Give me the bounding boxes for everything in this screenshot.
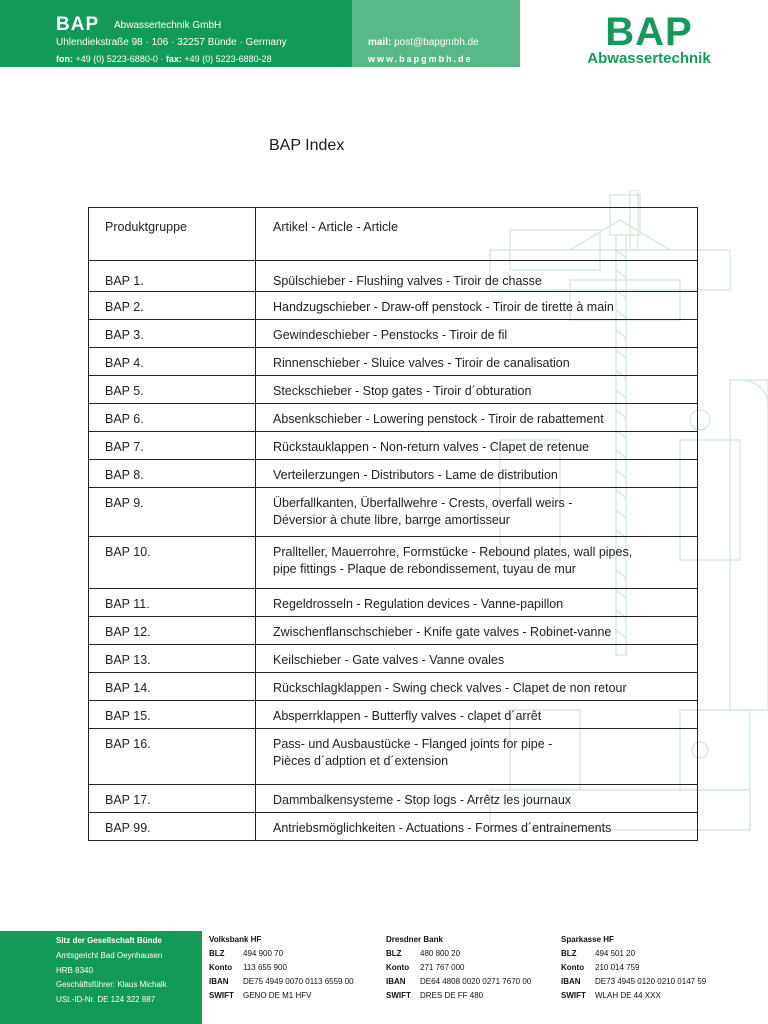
group-cell: BAP 7. bbox=[89, 432, 256, 460]
group-cell: BAP 15. bbox=[89, 701, 256, 729]
article-cell: Absperrklappen - Butterfly valves - clapet d´arrêt bbox=[256, 701, 698, 729]
fax-number: +49 (0) 5223-6880-28 bbox=[184, 54, 272, 64]
table-row bbox=[89, 376, 698, 404]
header-web-block bbox=[352, 0, 520, 67]
bank-iban-row: IBAN DE73 4945 0120 0210 0147 59 bbox=[561, 977, 707, 986]
bank-name: Sparkasse HF bbox=[561, 935, 614, 944]
bank-blz-row: BLZ 494 501 20 bbox=[561, 949, 636, 958]
group-cell: BAP 11. bbox=[89, 589, 256, 617]
bank-blz-row: BLZ 494 900 70 bbox=[209, 949, 284, 958]
bank-volksbank bbox=[209, 935, 354, 1005]
header-phone-line bbox=[56, 54, 272, 64]
footer-court: Amtsgericht Bad Oeynhausen bbox=[56, 951, 163, 960]
bank-konto-row: Konto 210 014 759 bbox=[561, 963, 640, 972]
table-row bbox=[89, 813, 698, 841]
article-cell: Spülschieber - Flushing valves - Tiroir de chasse bbox=[256, 261, 698, 292]
article-cell: Rinnenschieber - Sluice valves - Tiroir de canalisation bbox=[256, 348, 698, 376]
group-cell: BAP 6. bbox=[89, 404, 256, 432]
group-cell: BAP 13. bbox=[89, 645, 256, 673]
group-cell: BAP 1. bbox=[89, 261, 256, 292]
group-cell: BAP 10. bbox=[89, 537, 256, 589]
table-row bbox=[89, 261, 698, 292]
document-title: BAP Index bbox=[269, 137, 345, 154]
bank-blz-row: BLZ 480 800 20 bbox=[386, 949, 461, 958]
table-row bbox=[89, 537, 698, 589]
article-cell: Handzugschieber - Draw-off penstock - Tiroir de tirette à main bbox=[256, 292, 698, 320]
separator: · bbox=[160, 54, 166, 64]
footer-vat-id: USt.-ID-Nr. DE 124 322 887 bbox=[56, 995, 156, 1004]
footer-company-info bbox=[0, 931, 202, 1024]
bank-konto-row: Konto 113 655 900 bbox=[209, 963, 287, 972]
article-cell: Pass- und Ausbaustücke - Flanged joints for pipe - Pièces d´adption et d´extension bbox=[256, 729, 698, 785]
table-row bbox=[89, 432, 698, 460]
table-row bbox=[89, 292, 698, 320]
article-cell: Rückstauklappen - Non-return valves - Clapet de retenue bbox=[256, 432, 698, 460]
header-logo-small: BAP bbox=[56, 14, 100, 35]
article-cell: Gewindeschieber - Penstocks - Tiroir de fil bbox=[256, 320, 698, 348]
table-row bbox=[89, 320, 698, 348]
group-cell: BAP 9. bbox=[89, 488, 256, 537]
product-index-table bbox=[88, 207, 698, 841]
header-website: www.bapgmbh.de bbox=[368, 54, 473, 64]
article-cell: Keilschieber - Gate valves - Vanne ovales bbox=[256, 645, 698, 673]
footer-hrb: HRB 8340 bbox=[56, 966, 93, 975]
mail-label: mail: bbox=[368, 37, 392, 48]
footer-managing-director: Geschäftsführer: Klaus Michalk bbox=[56, 980, 167, 989]
table-row bbox=[89, 617, 698, 645]
table-row bbox=[89, 460, 698, 488]
bank-sparkasse bbox=[561, 935, 706, 1005]
logo-wordmark: BAP bbox=[605, 10, 693, 54]
mail-address: post@bapgmbh.de bbox=[394, 37, 479, 48]
table-row bbox=[89, 488, 698, 537]
group-cell: BAP 4. bbox=[89, 348, 256, 376]
table-row bbox=[89, 673, 698, 701]
header-mail-line bbox=[368, 37, 479, 48]
phone-number: +49 (0) 5223-6880-0 bbox=[75, 54, 158, 64]
table-row bbox=[89, 701, 698, 729]
table-row bbox=[89, 729, 698, 785]
group-cell: BAP 2. bbox=[89, 292, 256, 320]
bank-swift-row: SWIFT WLAH DE 44 XXX bbox=[561, 991, 661, 1000]
group-cell: BAP 3. bbox=[89, 320, 256, 348]
table-row bbox=[89, 589, 698, 617]
article-cell: Verteilerzungen - Distributors - Lame de distribution bbox=[256, 460, 698, 488]
article-cell: Prallteller, Mauerrohre, Formstücke - Rebound plates, wall pipes, pipe fittings - Plaque de rebondissement, tuyau de mur bbox=[256, 537, 698, 589]
table-row bbox=[89, 645, 698, 673]
header-produktgruppe: Produktgruppe bbox=[89, 208, 256, 261]
header-company-name: Abwassertechnik GmbH bbox=[114, 20, 222, 31]
group-cell: BAP 17. bbox=[89, 785, 256, 813]
footer-banks bbox=[202, 931, 768, 1024]
bank-name: Volksbank HF bbox=[209, 935, 262, 944]
bank-name: Dresdner Bank bbox=[386, 935, 443, 944]
bank-swift-row: SWIFT DRES DE FF 480 bbox=[386, 991, 484, 1000]
group-cell: BAP 8. bbox=[89, 460, 256, 488]
group-cell: BAP 99. bbox=[89, 813, 256, 841]
group-cell: BAP 12. bbox=[89, 617, 256, 645]
article-cell: Zwischenflanschschieber - Knife gate valves - Robinet-vanne bbox=[256, 617, 698, 645]
article-cell: Antriebsmöglichkeiten - Actuations - Formes d´entrainements bbox=[256, 813, 698, 841]
header-address: Uhlendiekstraße 98 · 106 · 32257 Bünde · Germany bbox=[56, 37, 287, 48]
bank-swift-row: SWIFT GENO DE M1 HFV bbox=[209, 991, 312, 1000]
bank-konto-row: Konto 271 767 000 bbox=[386, 963, 465, 972]
article-cell: Regeldrosseln - Regulation devices - Vanne-papillon bbox=[256, 589, 698, 617]
bank-dresdner bbox=[386, 935, 531, 1005]
table-header-row bbox=[89, 208, 698, 261]
group-cell: BAP 5. bbox=[89, 376, 256, 404]
table-row bbox=[89, 404, 698, 432]
article-cell: Dammbalkensysteme - Stop logs - Arrêtz les journaux bbox=[256, 785, 698, 813]
header-contact-block bbox=[0, 0, 352, 67]
footer-seat: Sitz der Gesellschaft Bünde bbox=[56, 936, 162, 945]
bap-logo bbox=[578, 10, 720, 68]
header-artikel: Artikel - Article - Article bbox=[256, 208, 698, 261]
bank-iban-row: IBAN DE64 4808 0020 0271 7670 00 bbox=[386, 977, 532, 986]
bank-iban-row: IBAN DE75 4949 0070 0113 6559 00 bbox=[209, 977, 354, 986]
table-row bbox=[89, 348, 698, 376]
group-cell: BAP 14. bbox=[89, 673, 256, 701]
table-row bbox=[89, 785, 698, 813]
article-cell: Absenkschieber - Lowering penstock - Tiroir de rabattement bbox=[256, 404, 698, 432]
article-cell: Überfallkanten, Überfallwehre - Crests, overfall weirs - Déversior à chute libre, barrge amortisseur bbox=[256, 488, 698, 537]
article-cell: Rückschlagklappen - Swing check valves - Clapet de non retour bbox=[256, 673, 698, 701]
article-cell: Steckschieber - Stop gates - Tiroir d´obturation bbox=[256, 376, 698, 404]
fax-label: fax: bbox=[165, 54, 182, 64]
phone-label: fon: bbox=[56, 54, 73, 64]
logo-subtitle: Abwassertechnik bbox=[587, 50, 711, 67]
group-cell: BAP 16. bbox=[89, 729, 256, 785]
